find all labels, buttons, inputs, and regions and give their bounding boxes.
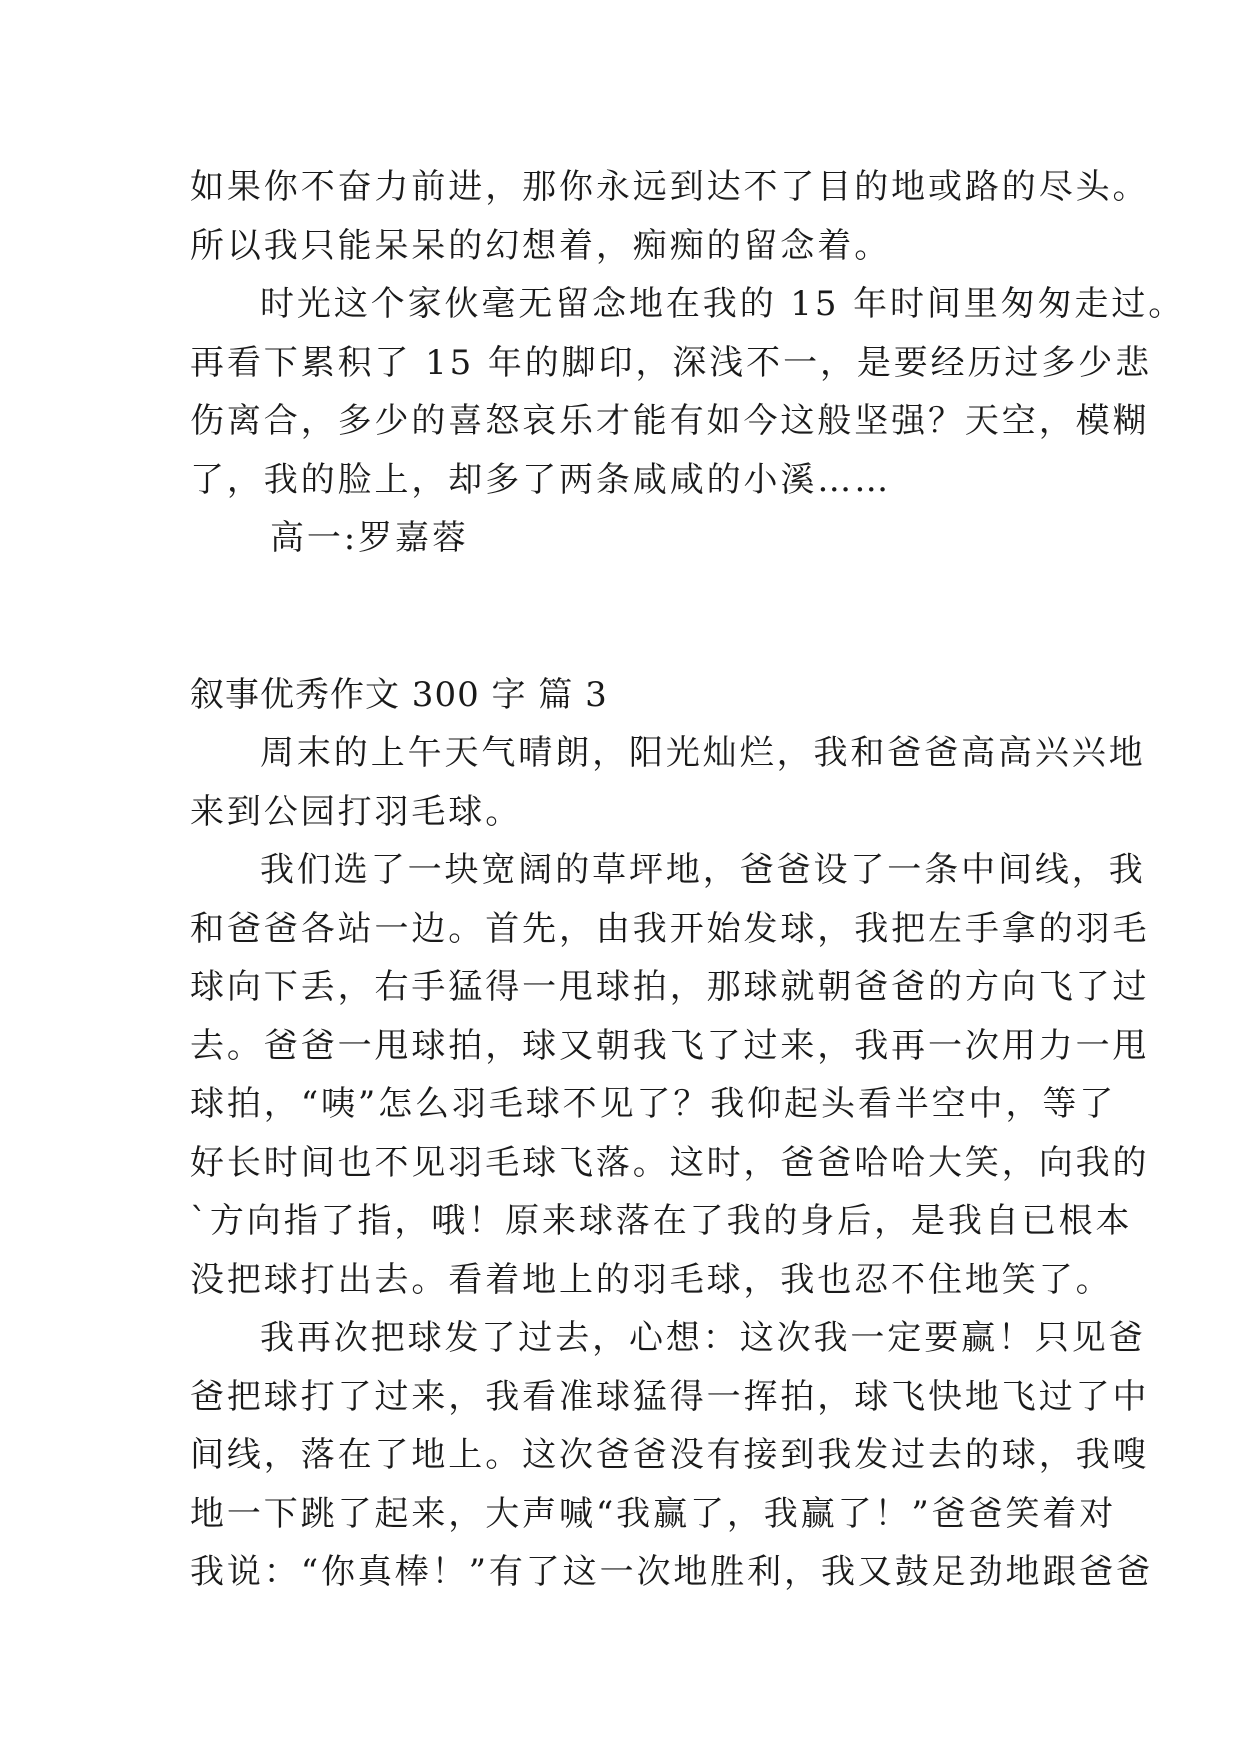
document-page [190,158,1186,1602]
text-line: 去。爸爸一甩球拍，球又朝我飞了过来，我再一次用力一甩 [190,1025,1150,1066]
text-line: 我们选了一块宽阔的草坪地，爸爸设了一条中间线，我 [260,850,1146,890]
text-line: 爸把球打了过来，我看准球猛得一挥拍，球飞快地飞过了中 [190,1376,1150,1417]
text-line: 再看下累积了 15 年的脚印，深浅不一，是要经历过多少悲 [190,342,1153,383]
text-line: 我说：“你真棒！”有了这一次地胜利，我又鼓足劲地跟爸爸 [190,1552,1154,1592]
text-line: 球向下丢，右手猛得一甩球拍，那球就朝爸爸的方向飞了过 [190,967,1150,1007]
text-line: 间线，落在了地上。这次爸爸没有接到我发过去的球，我嗖 [190,1435,1150,1475]
text-line: 我再次把球发了过去，心想：这次我一定要赢！只见爸 [260,1318,1146,1358]
section-gap [190,568,1070,666]
text-line: 所以我只能呆呆的幻想着，痴痴的留念着。 [190,225,892,266]
text-line: 和爸爸各站一边。首先，由我开始发球，我把左手拿的羽毛 [190,908,1150,949]
paragraph-section2 [190,275,1186,568]
author-signature: 高一:罗嘉蓉 [270,518,469,558]
text-line: `方向指了指，哦！原来球落在了我的身后，是我自已根本 [190,1201,1133,1241]
paragraph-2 [190,841,1150,1309]
text-line: 如果你不奋力前进，那你永远到达不了目的地或路的尽头。 [190,167,1150,207]
text-line: 地一下跳了起来，大声喊“我赢了，我赢了！”爸爸笑着对 [190,1493,1117,1534]
text-line: 伤离合，多少的喜怒哀乐才能有如今这般坚强？天空，模糊 [190,401,1150,441]
text-line: 来到公园打羽毛球。 [190,791,523,832]
text-line: 了，我的脸上，却多了两条咸咸的小溪…… [190,459,892,500]
text-line: 没把球打出去。看着地上的羽毛球，我也忍不住地笑了。 [190,1259,1113,1300]
text-line: 时光这个家伙毫无留念地在我的 15 年时间里匆匆走过。 [260,284,1186,324]
paragraph-1 [190,724,1146,841]
paragraph-3 [190,1309,1154,1602]
paragraph-section1 [190,158,1150,275]
text-line: 好长时间也不见羽毛球飞落。这时，爸爸哈哈大笑，向我的 [190,1142,1150,1183]
article-heading: 叙事优秀作文 300 字 篇 3 [190,674,608,715]
text-line: 球拍，“咦”怎么羽毛球不见了？我仰起头看半空中，等了 [190,1084,1117,1124]
text-line: 周末的上午天气晴朗，阳光灿烂，我和爸爸高高兴兴地 [260,733,1146,773]
